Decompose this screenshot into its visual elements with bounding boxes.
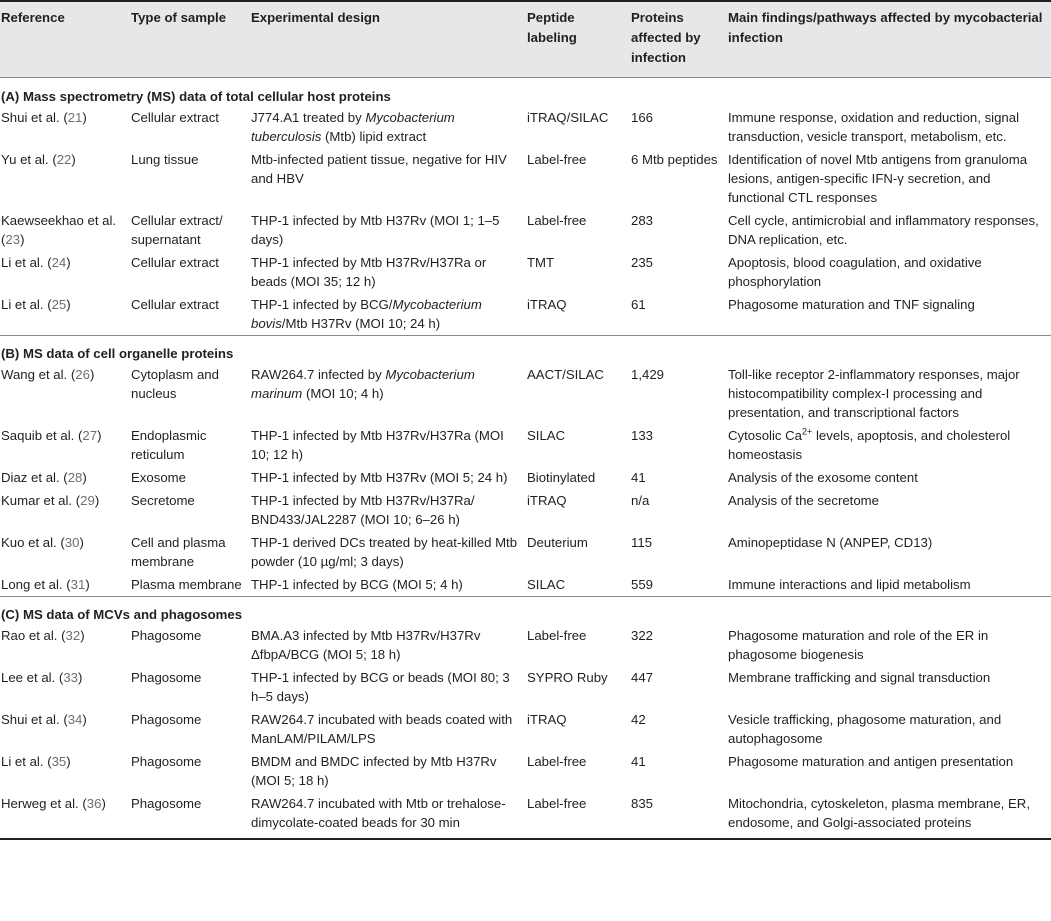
reference-cell: Kaewseekhao et al. (23): [1, 213, 117, 247]
sample-type-cell: Cellular extract: [131, 255, 219, 270]
table-row: [0, 573, 1051, 597]
findings-cell: Aminopeptidase N (ANPEP, CD13): [728, 535, 933, 550]
citation-link[interactable]: 21: [67, 110, 83, 125]
header-main-findings: Main findings/pathways affected by mycobacterial infection: [727, 1, 1051, 78]
labeling-cell: AACT/SILAC: [527, 367, 604, 382]
proteins-cell: 1,429: [631, 367, 665, 382]
reference-cell: Rao et al. (32): [1, 628, 85, 643]
findings-cell: Vesicle trafficking, phagosome maturation, and autophagosome: [728, 712, 1002, 746]
table-row: [0, 106, 1051, 148]
reference-cell: Herweg et al. (36): [0, 792, 130, 839]
findings-cell: Immune response, oxidation and reduction, signal transduction, vesicle transport, metabolism, etc.: [728, 110, 1020, 144]
reference-cell: Shui et al. (34): [1, 712, 87, 727]
labeling-cell: Label-free: [527, 754, 587, 769]
header-experimental-design: Experimental design: [250, 1, 526, 78]
proteins-cell: 559: [631, 577, 654, 592]
reference-cell: Shui et al. (21): [1, 110, 87, 125]
sample-type-cell: Phagosome: [131, 670, 202, 685]
header-reference: Reference: [0, 1, 130, 78]
reference-cell: Lee et al. (33): [1, 670, 83, 685]
table-row: [0, 666, 1051, 708]
sample-type-cell: Cellular extract: [131, 297, 219, 312]
section-title: (A) Mass spectrometry (MS) data of total cellular host proteins: [1, 89, 391, 104]
design-cell: J774.A1 treated by Mycobacterium tuberculosis (Mtb) lipid extract: [251, 110, 455, 144]
citation-link[interactable]: 33: [63, 670, 78, 685]
sample-type-cell: Phagosome: [130, 792, 250, 839]
labeling-cell: Label-free: [527, 213, 587, 228]
findings-cell: Immune interactions and lipid metabolism: [728, 577, 971, 592]
labeling-cell: Label-free: [527, 152, 587, 167]
citation-link[interactable]: 35: [51, 754, 67, 769]
table-row: [0, 251, 1051, 293]
citation-link[interactable]: 32: [65, 628, 81, 643]
citation-link[interactable]: 23: [5, 232, 21, 247]
design-cell: THP-1 infected by Mtb H37Rv/H37Ra (MOI 10; 12 h): [251, 428, 504, 462]
citation-link[interactable]: 34: [67, 712, 83, 727]
sample-type-cell: Cellular extract/ supernatant: [131, 213, 223, 247]
sample-type-cell: Cellular extract: [131, 110, 219, 125]
proteins-cell: 42: [631, 712, 646, 727]
sample-type-cell: Plasma membrane: [131, 577, 242, 592]
citation-link[interactable]: 29: [80, 493, 95, 508]
labeling-cell: iTRAQ: [527, 297, 567, 312]
findings-cell: Phagosome maturation and TNF signaling: [728, 297, 975, 312]
section-row-a: [0, 78, 1051, 107]
proteins-cell: 283: [631, 213, 654, 228]
reference-cell: Li et al. (25): [1, 297, 71, 312]
labeling-cell: SILAC: [527, 577, 566, 592]
design-cell: BMDM and BMDC infected by Mtb H37Rv (MOI 5; 18 h): [251, 754, 497, 788]
reference-cell: Kumar et al. (29): [1, 493, 100, 508]
citation-link[interactable]: 25: [51, 297, 67, 312]
citation-link[interactable]: 31: [70, 577, 86, 592]
findings-cell: Identification of novel Mtb antigens from granuloma lesions, antigen-specific IFN-γ secretion, and functional CTL responses: [728, 152, 1028, 205]
findings-cell: Membrane trafficking and signal transduction: [728, 670, 991, 685]
sample-type-cell: Cytoplasm and nucleus: [131, 367, 219, 401]
design-cell: THP-1 infected by BCG (MOI 5; 4 h): [251, 577, 463, 592]
findings-cell: Cytosolic $Ca^{2+}$ levels, apoptosis, and cholesterol homeostasis: [728, 426, 1011, 462]
proteins-cell: 166: [631, 110, 654, 125]
labeling-cell: SILAC: [527, 428, 566, 443]
citation-link[interactable]: 27: [82, 428, 98, 443]
section-title: (B) MS data of cell organelle proteins: [0, 336, 1051, 364]
sample-type-cell: Phagosome: [131, 754, 202, 769]
reference-cell: Li et al. (24): [1, 255, 71, 270]
design-cell: RAW264.7 infected by Mycobacterium marinum (MOI 10; 4 h): [251, 367, 475, 401]
findings-cell: Phagosome maturation and antigen presentation: [728, 754, 1014, 769]
citation-link[interactable]: 28: [67, 470, 83, 485]
design-cell: Mtb-infected patient tissue, negative for HIV and HBV: [251, 152, 507, 186]
table-row: [0, 531, 1051, 573]
table-row: [0, 624, 1051, 666]
reference-cell: Yu et al. (22): [1, 152, 76, 167]
design-cell: BMA.A3 infected by Mtb H37Rv/H37Rv ΔfbpA/BCG (MOI 5; 18 h): [251, 628, 481, 662]
table-row: [0, 489, 1051, 531]
header-type-of-sample: Type of sample: [130, 1, 250, 78]
findings-cell: Apoptosis, blood coagulation, and oxidative phosphorylation: [728, 255, 982, 289]
labeling-cell: iTRAQ/SILAC: [527, 110, 609, 125]
labeling-cell: Label-free: [527, 628, 587, 643]
header-proteins-affected: Proteins affected by infection: [630, 1, 727, 78]
proteins-cell: n/a: [631, 493, 650, 508]
sample-type-cell: Endoplasmic reticulum: [131, 428, 207, 462]
reference-cell: Wang et al. (26): [1, 367, 95, 382]
design-cell: THP-1 infected by Mtb H37Rv/H37Ra/ BND433/JAL2287 (MOI 10; 6–26 h): [251, 493, 475, 527]
proteins-cell: 447: [631, 670, 654, 685]
section-row-c: [0, 597, 1051, 625]
citation-link[interactable]: 22: [56, 152, 72, 167]
proteins-cell: 835: [630, 792, 727, 839]
reference-cell: Long et al. (31): [1, 577, 90, 592]
findings-cell: Mitochondria, cytoskeleton, plasma membrane, ER, endosome, and Golgi-associated proteins: [727, 792, 1051, 839]
design-cell: THP-1 infected by Mtb H37Rv (MOI 1; 1–5 days): [251, 213, 500, 247]
section-row-b: [0, 336, 1051, 364]
design-cell: THP-1 infected by BCG/Mycobacterium bovis/Mtb H37Rv (MOI 10; 24 h): [251, 297, 482, 331]
labeling-cell: TMT: [527, 255, 555, 270]
proteins-cell: 41: [631, 754, 646, 769]
proteins-cell: 6 Mtb peptides: [631, 152, 718, 167]
sample-type-cell: Exosome: [131, 470, 186, 485]
table-row: [0, 466, 1051, 489]
citation-link[interactable]: 36: [86, 796, 102, 811]
table-row: [0, 424, 1051, 466]
labeling-cell: Label-free: [526, 792, 630, 839]
table-row: [0, 750, 1051, 792]
table-row: [0, 363, 1051, 424]
labeling-cell: iTRAQ: [527, 493, 567, 508]
sample-type-cell: Lung tissue: [131, 152, 199, 167]
header-row: [0, 1, 1051, 78]
findings-cell: Phagosome maturation and role of the ER in phagosome biogenesis: [728, 628, 989, 662]
sample-type-cell: Phagosome: [131, 628, 202, 643]
table-row: [0, 792, 1051, 839]
citation-link[interactable]: 24: [51, 255, 67, 270]
findings-cell: Analysis of the secretome: [728, 493, 879, 508]
labeling-cell: SYPRO Ruby: [527, 670, 608, 685]
labeling-cell: Biotinylated: [527, 470, 596, 485]
table-row: [0, 148, 1051, 209]
sample-type-cell: Cell and plasma membrane: [131, 535, 226, 569]
sample-type-cell: Secretome: [131, 493, 195, 508]
section-title: (C) MS data of MCVs and phagosomes: [0, 597, 1051, 625]
reference-cell: Diaz et al. (28): [1, 470, 87, 485]
proteins-cell: 115: [631, 535, 653, 550]
design-cell: THP-1 derived DCs treated by heat-killed Mtb powder (10 µg/ml; 3 days): [251, 535, 518, 569]
reference-cell: Kuo et al. (30): [1, 535, 84, 550]
design-cell: THP-1 infected by Mtb H37Rv (MOI 5; 24 h): [251, 470, 508, 485]
design-cell: RAW264.7 incubated with Mtb or trehalose-dimycolate-coated beads for 30 min: [250, 792, 526, 839]
proteins-cell: 41: [631, 470, 646, 485]
table-row: [0, 708, 1051, 750]
table-row: [0, 209, 1051, 251]
citation-link[interactable]: 26: [75, 367, 90, 382]
design-cell: THP-1 infected by Mtb H37Rv/H37Ra or beads (MOI 35; 12 h): [251, 255, 487, 289]
design-cell: RAW264.7 incubated with beads coated with ManLAM/PILAM/LPS: [251, 712, 513, 746]
proteins-cell: 322: [631, 628, 654, 643]
sample-type-cell: Phagosome: [131, 712, 202, 727]
proteins-cell: 61: [631, 297, 646, 312]
proteins-cell: 235: [631, 255, 654, 270]
header-peptide-labeling: Peptide labeling: [526, 1, 630, 78]
findings-cell: Analysis of the exosome content: [728, 470, 918, 485]
reference-cell: Saquib et al. (27): [1, 428, 102, 443]
findings-cell: Cell cycle, antimicrobial and inflammatory responses, DNA replication, etc.: [728, 213, 1039, 247]
reference-cell: Li et al. (35): [1, 754, 71, 769]
findings-cell: Toll-like receptor 2-inflammatory responses, major histocompatibility complex-I processing and presentation, and transcriptional factors: [728, 367, 1020, 420]
design-cell: THP-1 infected by BCG or beads (MOI 80; 3 h–5 days): [251, 670, 510, 704]
proteins-cell: 133: [631, 428, 654, 443]
labeling-cell: iTRAQ: [527, 712, 567, 727]
labeling-cell: Deuterium: [527, 535, 588, 550]
table-row: [0, 293, 1051, 336]
citation-link[interactable]: 30: [64, 535, 80, 550]
